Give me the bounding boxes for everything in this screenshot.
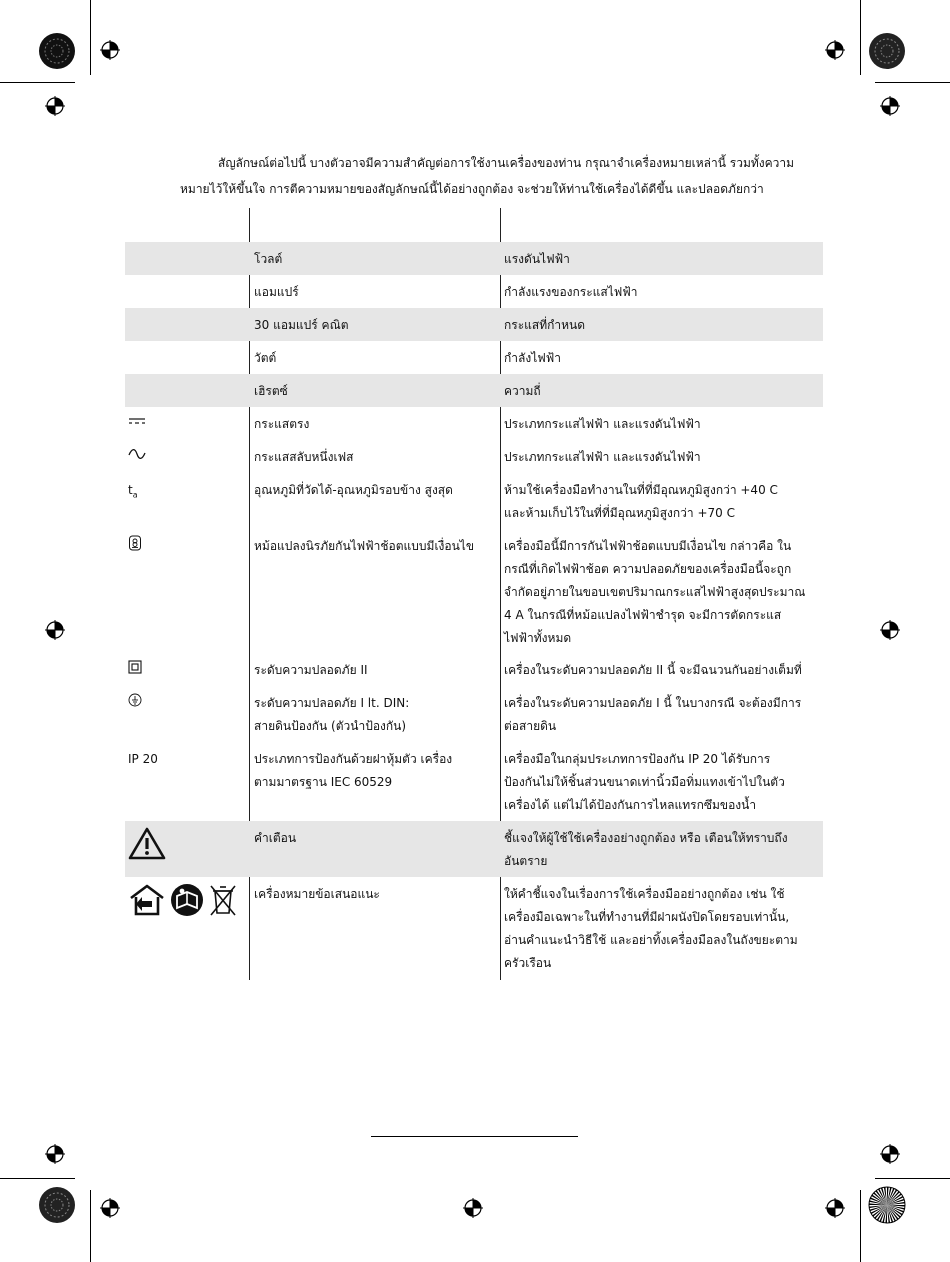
symbol-name: เฮิรตซ์ <box>254 384 288 398</box>
registration-mark-icon <box>825 40 845 60</box>
symbol-name: ระดับความปลอดภัย II <box>254 663 368 677</box>
crop-mark-line <box>860 0 861 75</box>
table-row <box>125 742 823 821</box>
symbol-description: แรงดันไฟฟ้า <box>504 252 570 266</box>
table-row <box>125 275 823 308</box>
earth-icon <box>128 693 142 707</box>
crop-mark-line <box>875 1178 950 1179</box>
symbol-description: กระแสที่กำหนด <box>504 318 586 332</box>
house-arrow-icon <box>128 883 166 917</box>
symbol-cell <box>128 821 246 869</box>
symbol-name: วัตต์ <box>254 351 277 365</box>
crop-mark-line <box>90 0 91 75</box>
symbol-description: ให้คำชี้แจงในเรื่องการใช้เครื่องมืออย่างถูกต้อง เช่น ใช้ เครื่องมือเฉพาะในที่ทำงานที่มีฝาผนังปิดโดยรอบเท่านั้น, อ่านคำแนะนำวิธีใช้ และอย่าทิ้งเครื่องมือลงในถังขยะตาม ครัวเรือน <box>504 887 798 970</box>
symbol-description: กำลังแรงของกระแสไฟฟ้า <box>504 285 638 299</box>
table-row <box>125 407 823 440</box>
symbol-description: เครื่องมือในกลุ่มประเภทการป้องกัน IP 20 ได้รับการ ป้องกันไม่ให้ชิ้นส่วนขนาดเท่านิ้วมือทิ่มแทงเข้าไปในตัว เครื่องได้ แต่ไม่ได้ป้องกันการไหลแทรกซึมของน้ำ <box>504 752 785 812</box>
symbol-table <box>125 242 823 979</box>
table-row <box>125 686 823 742</box>
crop-mark-line <box>0 1178 75 1179</box>
color-target-icon <box>38 1186 76 1224</box>
symbol-name: เครื่องหมายข้อเสนอแนะ <box>254 887 380 901</box>
safety-transformer-icon <box>128 535 142 551</box>
dc-icon <box>128 416 146 428</box>
symbol-name: โวลต์ <box>254 252 283 266</box>
symbol-description: ห้ามใช้เครื่องมือทำงานในที่ที่มีอุณหภูมิสูงกว่า +40 C และห้ามเก็บไว้ในที่ที่มีอุณหภูมิสูงกว่า +70 C <box>504 483 778 520</box>
registration-mark-icon <box>880 620 900 640</box>
symbol-description: เครื่องมือนี้มีการกันไฟฟ้าช้อตแบบมีเงื่อนไข กล่าวคือ ใน กรณีที่เกิดไฟฟ้าช้อต ความปลอดภัยของเครื่องมือนี้จะถูก จำกัดอยู่ภายในขอบเขตปริมาณกระแสไฟฟ้าสูงสุดประมาณ 4 A ในกรณีที่หม้อแปลงไฟฟ้าชำรุด จะมีการตัดกระแส ไฟฟ้าทั้งหมด <box>504 539 806 645</box>
symbol-name: ประเภทการป้องกันด้วยฝาหุ้มตัว เครื่อง ตามมาตรฐาน IEC 60529 <box>254 752 453 789</box>
symbol-name: กระแสตรง <box>254 417 310 431</box>
crop-mark-line <box>860 1190 861 1262</box>
table-row <box>125 242 823 275</box>
crop-mark-line <box>875 82 950 83</box>
symbol-cell <box>128 529 246 559</box>
symbol-description: ประเภทกระแสไฟฟ้า และแรงดันไฟฟ้า <box>504 450 701 464</box>
registration-mark-icon <box>880 1144 900 1164</box>
symbol-cell <box>128 686 246 715</box>
symbol-description: เครื่องในระดับความปลอดภัย I นี้ ในบางกรณี จะต้องมีการ ต่อสายดิน <box>504 696 802 733</box>
symbol-name: แอมแปร์ <box>254 285 299 299</box>
table-row <box>125 374 823 407</box>
table-row <box>125 440 823 473</box>
table-row <box>125 821 823 877</box>
symbol-description: เครื่องในระดับความปลอดภัย II นี้ จะมีฉนวนกันอย่างเต็มที่ <box>504 663 802 677</box>
table-row <box>125 653 823 686</box>
symbol-description: กำลังไฟฟ้า <box>504 351 561 365</box>
read-manual-icon <box>170 883 204 917</box>
ac-icon <box>128 447 146 461</box>
registration-mark-icon <box>45 1144 65 1164</box>
registration-mark-icon <box>880 96 900 116</box>
color-target-icon <box>38 32 76 70</box>
crop-mark-line <box>0 82 75 83</box>
registration-mark-icon <box>100 40 120 60</box>
footer-rule <box>371 1136 578 1137</box>
symbol-name: 30 แอมแปร์ คณิต <box>254 318 349 332</box>
symbol-cell <box>128 341 246 347</box>
crossed-bin-icon <box>208 883 238 917</box>
registration-mark-icon <box>463 1198 483 1218</box>
registration-mark-icon <box>825 1198 845 1218</box>
symbol-cell <box>128 308 246 314</box>
symbol-cell <box>128 877 246 925</box>
crop-mark-line <box>90 1190 91 1262</box>
symbol-cell <box>128 473 246 506</box>
symbol-cell <box>128 374 246 380</box>
starburst-target-icon <box>868 1186 906 1224</box>
symbol-cell <box>128 440 246 469</box>
ip-rating-label: IP 20 <box>128 752 158 766</box>
color-target-icon <box>868 32 906 70</box>
table-row <box>125 529 823 653</box>
registration-mark-icon <box>100 1198 120 1218</box>
table-row <box>125 473 823 529</box>
symbol-cell <box>128 242 246 248</box>
symbol-cell <box>128 275 246 281</box>
symbol-name: หม้อแปลงนิรภัยกันไฟฟ้าช้อตแบบมีเงื่อนไข <box>254 539 475 553</box>
symbol-name: กระแสสลับหนึ่งเฟส <box>254 450 354 464</box>
ta-symbol: $t_a$ <box>128 483 138 500</box>
symbol-description: ชี้แจงให้ผู้ใช้ใช้เครื่องอย่างถูกต้อง หรือ เตือนให้ทราบถึง อันตราย <box>504 831 788 868</box>
warning-triangle-icon <box>128 827 166 861</box>
symbol-cell <box>128 407 246 436</box>
symbol-description: ประเภทกระแสไฟฟ้า และแรงดันไฟฟ้า <box>504 417 701 431</box>
symbol-description: ความถี่ <box>504 384 541 398</box>
symbol-name: อุณหภูมิที่วัดได้-อุณหภูมิรอบข้าง สูงสุด <box>254 483 453 497</box>
intro-line-1: สัญลักษณ์ต่อไปนี้ บางตัวอาจมีความสำคัญต่อการใช้งานเครื่องของท่าน กรุณาจำเครื่องหมายเหล่านี้ รวมทั้งความ <box>218 156 795 170</box>
registration-mark-icon <box>45 96 65 116</box>
class-ii-icon <box>128 660 142 674</box>
symbol-name: คำเตือน <box>254 831 297 845</box>
table-row <box>125 341 823 374</box>
symbol-name: ระดับความปลอดภัย I lt. DIN: สายดินป้องกัน (ตัวนำป้องกัน) <box>254 696 410 733</box>
table-row <box>125 877 823 979</box>
intro-line-2: หมายไว้ให้ขึ้นใจ การตีความหมายของสัญลักษณ์นี้ได้อย่างถูกต้อง จะช่วยให้ท่านใช้เครื่องได้ดีขึ้น และปลอดภัยกว่า <box>180 182 764 196</box>
table-row <box>125 308 823 341</box>
symbol-cell <box>128 653 246 682</box>
intro-paragraph <box>180 150 830 202</box>
registration-mark-icon <box>45 620 65 640</box>
